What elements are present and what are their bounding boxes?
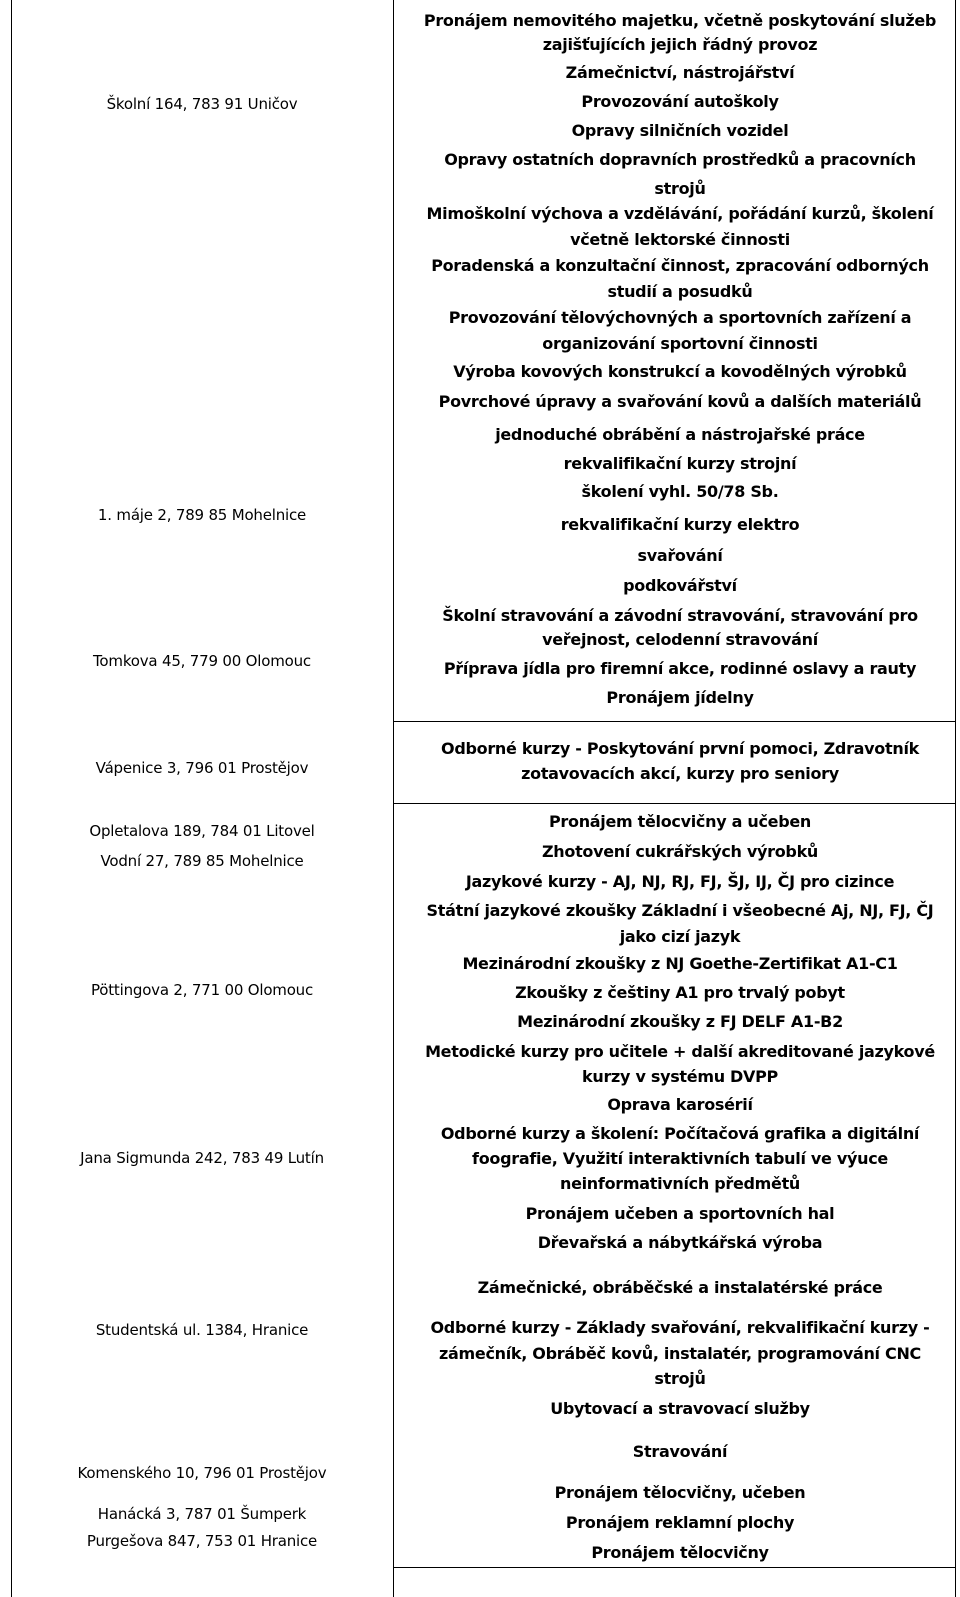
address-cell: 1. máje 2, 789 85 Mohelnice: [97, 506, 307, 524]
activity-line: podkovářství: [623, 576, 737, 595]
column-divider: [393, 0, 394, 1597]
activity-line: Opravy silničních vozidel: [571, 121, 789, 140]
activity-line: zotavovacích akcí, kurzy pro seniory: [521, 764, 839, 783]
activity-line: zámečník, Obráběč kovů, instalatér, programování CNC: [439, 1344, 921, 1363]
activity-line: Stravování: [632, 1442, 728, 1461]
activity-line: včetně lektorské činnosti: [570, 230, 790, 249]
activity-line: Jazykové kurzy - AJ, NJ, RJ, FJ, ŠJ, IJ, ČJ pro cizince: [465, 872, 895, 891]
activity-line: Školní stravování a závodní stravování, stravování pro: [442, 606, 918, 625]
row-divider: [393, 1567, 956, 1568]
activity-line: Odborné kurzy - Poskytování první pomoci, Zdravotník: [441, 739, 919, 758]
activity-line: kurzy v systému DVPP: [582, 1067, 778, 1086]
activity-line: Zámečnické, obráběčské a instalatérské práce: [477, 1278, 883, 1297]
activity-line: Mimoškolní výchova a vzdělávání, pořádání kurzů, školení: [426, 204, 934, 223]
activity-line: Poradenská a konzultační činnost, zpracování odborných: [431, 256, 929, 275]
activity-line: Dřevařská a nábytkářská výroba: [537, 1233, 823, 1252]
activity-line: Pronájem tělocvičny a učeben: [548, 812, 811, 831]
activity-line: zajišťujících jejich řádný provoz: [542, 35, 818, 54]
activity-line: Oprava karosérií: [607, 1095, 753, 1114]
activity-line: Pronájem učeben a sportovních hal: [525, 1204, 835, 1223]
address-cell: Tomkova 45, 779 00 Olomouc: [93, 652, 311, 670]
activity-line: strojů: [654, 179, 706, 198]
activity-line: Pronájem reklamní plochy: [565, 1513, 795, 1532]
activity-line: školení vyhl. 50/78 Sb.: [581, 482, 779, 501]
address-cell: Jana Sigmunda 242, 783 49 Lutín: [80, 1149, 324, 1167]
address-cell: Studentská ul. 1384, Hranice: [95, 1321, 309, 1339]
row-divider: [393, 803, 956, 804]
activity-line: Provozování autoškoly: [581, 92, 779, 111]
activity-line: Pronájem nemovitého majetku, včetně poskytování služeb: [423, 11, 937, 30]
activity-line: Opravy ostatních dopravních prostředků a pracovních: [444, 150, 916, 169]
activity-line: Provozování tělovýchovných a sportovních zařízení a: [448, 308, 912, 327]
activity-line: Státní jazykové zkoušky Základní i všeobecné Aj, NJ, FJ, ČJ: [426, 901, 934, 920]
activity-line: Výroba kovových konstrukcí a kovodělných výrobků: [453, 362, 907, 381]
address-cell: Opletalova 189, 784 01 Litovel: [89, 822, 315, 840]
activity-line: Zámečnictví, nástrojářství: [565, 63, 795, 82]
activity-line: Zkoušky z češtiny A1 pro trvalý pobyt: [515, 983, 845, 1002]
activity-line: studií a posudků: [607, 282, 753, 301]
activity-line: Odborné kurzy - Základy svařování, rekvalifikační kurzy -: [430, 1318, 930, 1337]
activity-line: jako cizí jazyk: [619, 927, 741, 946]
activity-line: Metodické kurzy pro učitele + další akreditované jazykové: [425, 1042, 935, 1061]
activity-line: Pronájem tělocvičny, učeben: [554, 1483, 806, 1502]
activity-line: Příprava jídla pro firemní akce, rodinné oslavy a rauty: [443, 659, 917, 678]
activity-line: Mezinárodní zkoušky z NJ Goethe-Zertifikat A1-C1: [462, 954, 898, 973]
left-border: [11, 0, 12, 1597]
activity-line: Zhotovení cukrářských výrobků: [541, 842, 818, 861]
activity-line: rekvalifikační kurzy strojní: [563, 454, 797, 473]
activity-line: Pronájem tělocvičny: [591, 1543, 769, 1562]
row-divider: [393, 721, 956, 722]
address-cell: Purgešova 847, 753 01 Hranice: [86, 1532, 318, 1550]
activity-line: svařování: [637, 546, 723, 565]
address-cell: Vodní 27, 789 85 Mohelnice: [100, 852, 304, 870]
address-cell: Školní 164, 783 91 Uničov: [106, 95, 298, 113]
address-cell: Vápenice 3, 796 01 Prostějov: [95, 759, 309, 777]
address-cell: Komenského 10, 796 01 Prostějov: [77, 1464, 327, 1482]
activity-line: Ubytovací a stravovací služby: [550, 1399, 810, 1418]
activity-line: strojů: [654, 1369, 706, 1388]
activity-line: organizování sportovní činnosti: [542, 334, 818, 353]
activity-line: rekvalifikační kurzy elektro: [560, 515, 800, 534]
activity-line: neinformativních předmětů: [559, 1174, 801, 1193]
activity-line: Povrchové úpravy a svařování kovů a dalších materiálů: [438, 392, 922, 411]
activity-line: Mezinárodní zkoušky z FJ DELF A1-B2: [517, 1012, 843, 1031]
activity-line: foografie, Využití interaktivních tabulí ve výuce: [472, 1149, 888, 1168]
activity-line: veřejnost, celodenní stravování: [542, 630, 818, 649]
address-cell: Hanácká 3, 787 01 Šumperk: [97, 1505, 307, 1523]
activity-line: Pronájem jídelny: [606, 688, 754, 707]
activity-line: Odborné kurzy a školení: Počítačová grafika a digitální: [440, 1124, 920, 1143]
address-cell: Pöttingova 2, 771 00 Olomouc: [90, 981, 314, 999]
activity-line: jednoduché obrábění a nástrojařské práce: [495, 425, 865, 444]
